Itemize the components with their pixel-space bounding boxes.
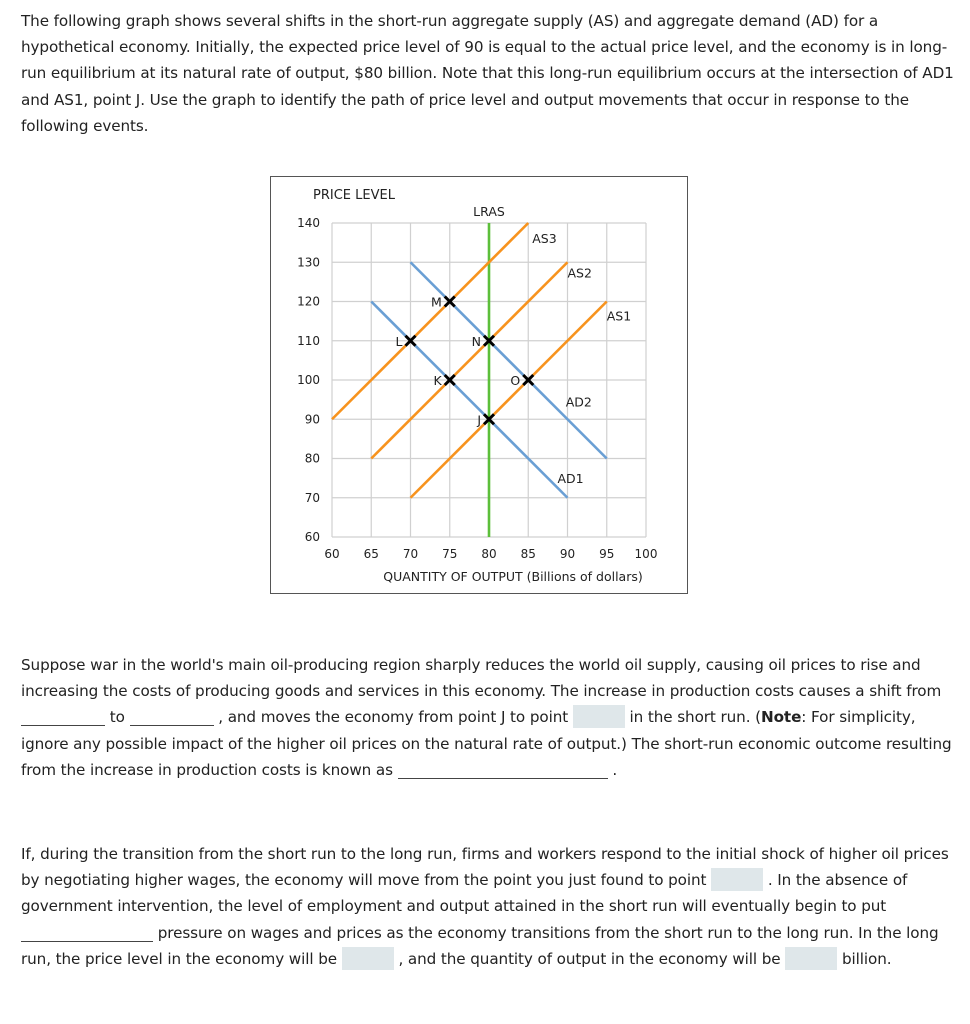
y-tick-label: 110 <box>297 333 320 348</box>
y-tick-label: 130 <box>297 255 320 270</box>
chart-frame <box>270 176 688 594</box>
y-axis-title: PRICE LEVEL <box>313 188 395 203</box>
q2-text-4: , and the quantity of output in the economy will be <box>393 949 786 968</box>
intro-text: The following graph shows several shifts in the short-run aggregate supply (AS) and aggregate demand (AD) for a hypothetical economy. Initially, the expected price level of 90 is equal to the actual price level, and the economy is in long-run equilibrium at its natural rate of output, $80 billion. Note that this long-run equilibrium occurs at the intersection of AD1 and AS1, point J. Use the graph to identify the path of price level and output movements that occur in response to the following events. <box>21 12 954 135</box>
x-tick-label: 70 <box>402 547 419 561</box>
curve-as3 <box>332 223 528 419</box>
curve-label-ad1: AD1 <box>557 470 584 486</box>
y-tick-label: 70 <box>304 490 320 505</box>
point-label-m: M <box>430 294 442 310</box>
curve-label-as2: AS2 <box>567 265 592 281</box>
q1-text-2: to <box>105 708 130 727</box>
q2-text-3: pressure on wages and prices as the economy transitions from the short run to the long run. In the long run, the price level in the economy will be <box>21 923 939 968</box>
as-ad-chart <box>271 177 689 595</box>
note-label: Note <box>760 708 802 727</box>
x-axis-title: QUANTITY OF OUTPUT (Billions of dollars) <box>383 569 643 584</box>
point-label-o: O <box>510 373 521 388</box>
q1-text-3: , and moves the economy from point J to point <box>213 708 573 727</box>
x-tick-label: 65 <box>363 547 379 561</box>
curve-as2 <box>371 262 567 458</box>
q1-shift-to-dropdown[interactable] <box>130 707 214 726</box>
q2-pressure-dropdown[interactable] <box>21 923 153 942</box>
curve-label-as3: AS3 <box>532 231 557 246</box>
q1-text-1: Suppose war in the world's main oil-producing region sharply reduces the world oil supply, causing oil prices to rise and increasing the costs of producing goods and services in this economy. The increase in production costs causes a shift from <box>21 656 942 701</box>
q1-text-6: . <box>607 760 618 779</box>
curve-label-ad2: AD2 <box>565 394 592 410</box>
q2-long-run-output-input[interactable] <box>785 947 837 970</box>
y-tick-label: 90 <box>304 412 320 427</box>
y-tick-label: 80 <box>304 451 320 466</box>
y-tick-label: 60 <box>304 530 320 544</box>
point-label-n: N <box>471 333 481 349</box>
question-1-paragraph <box>21 652 956 783</box>
q1-outcome-dropdown[interactable] <box>398 760 608 779</box>
y-tick-label: 140 <box>297 216 320 230</box>
curve-label-lras: LRAS <box>473 204 505 219</box>
y-tick-label: 120 <box>297 294 320 309</box>
point-label-k: K <box>433 373 442 388</box>
q2-text-2: . In the absence of government intervention, the level of employment and output attained in the short run will eventually begin to put <box>21 871 908 916</box>
intro-paragraph <box>21 8 956 139</box>
q2-next-point-input[interactable] <box>711 868 763 891</box>
q2-long-run-price-input[interactable] <box>342 947 394 970</box>
x-tick-label: 95 <box>599 547 615 561</box>
question-2-paragraph <box>21 841 956 972</box>
curve-ad2 <box>411 262 607 458</box>
curve-label-as1: AS1 <box>606 308 632 324</box>
q1-shift-from-dropdown[interactable] <box>21 707 105 726</box>
q1-short-run-point-input[interactable] <box>573 705 625 728</box>
x-tick-label: 100 <box>634 547 658 561</box>
q2-text-5: billion. <box>837 949 892 968</box>
point-label-j: J <box>477 412 481 428</box>
x-tick-label: 60 <box>324 547 340 561</box>
x-tick-label: 85 <box>520 547 536 561</box>
q2-text-1: If, during the transition from the short run to the long run, firms and workers respond to the initial shock of higher oil prices by negotiating higher wages, the economy will move from the point you just found to point <box>21 845 949 890</box>
y-tick-label: 100 <box>297 373 320 387</box>
point-label-l: L <box>395 333 403 349</box>
x-tick-label: 90 <box>559 547 576 561</box>
curve-ad1 <box>371 302 567 498</box>
q1-text-5: : For simplicity, ignore any possible impact of the higher oil prices on the natural rate of output.) The short-run economic outcome resulting from the increase in production costs is known as <box>21 708 952 779</box>
x-tick-label: 80 <box>481 547 497 561</box>
q1-text-4: in the short run. ( <box>624 708 761 727</box>
x-tick-label: 75 <box>442 547 458 561</box>
